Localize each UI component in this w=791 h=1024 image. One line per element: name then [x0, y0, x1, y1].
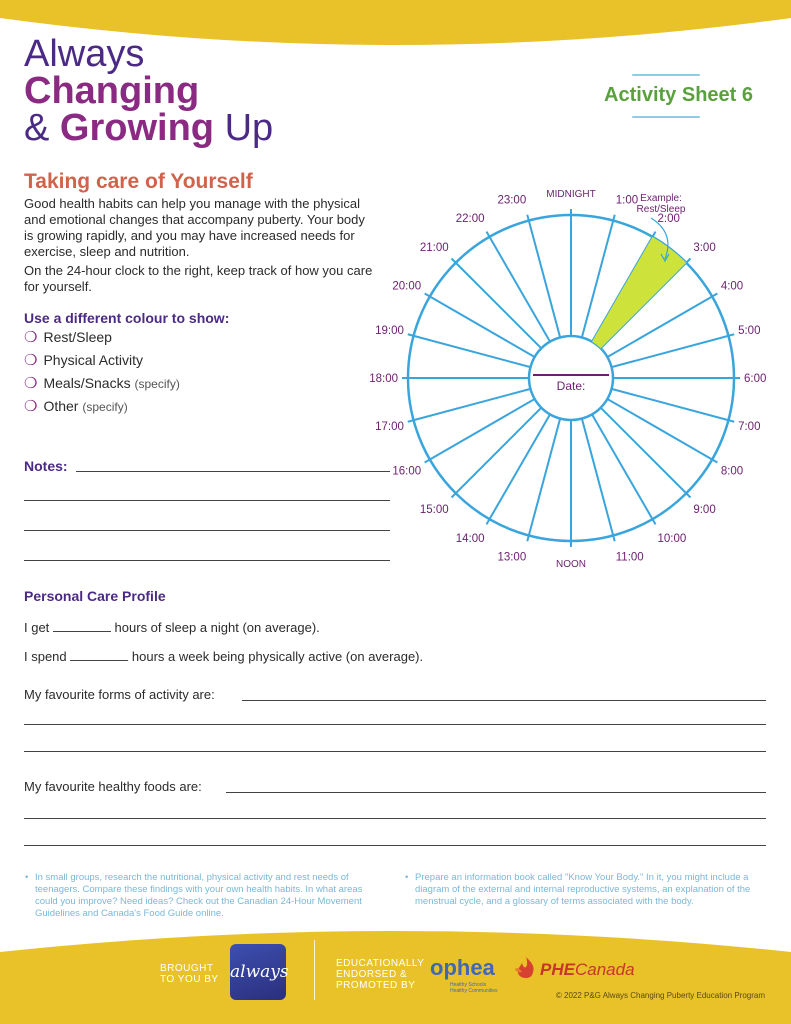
brand-up: Up: [224, 107, 274, 149]
sleep-hours-input[interactable]: [53, 619, 111, 632]
sleep-prefix: I get: [24, 620, 50, 635]
clock-spoke: [612, 389, 735, 422]
endorsed-line-2: ENDORSED &: [336, 969, 408, 980]
option-meals-snacks[interactable]: [24, 372, 180, 395]
activity-sheet-label: Activity Sheet 6: [604, 84, 753, 106]
notes-line-3[interactable]: [24, 530, 390, 531]
clock-spoke: [582, 419, 615, 542]
brought-to-you-by: [160, 963, 219, 985]
ophea-tagline: [450, 982, 498, 994]
radio-circle-icon: ❍: [24, 398, 38, 415]
clock-hour-label: 7:00: [738, 420, 761, 433]
intro-paragraph-2: On the 24-hour clock to the right, keep track of how you care for yourself.: [24, 263, 373, 294]
clock-hour-label: 13:00: [497, 551, 527, 564]
active-hours-input[interactable]: [70, 648, 128, 661]
phe-canada: Canada: [574, 960, 635, 979]
sleep-hours-row: [24, 619, 320, 635]
profile-heading: Personal Care Profile: [24, 588, 166, 604]
option-label: Rest/Sleep: [43, 329, 112, 345]
clock-inner-ring: [529, 336, 613, 420]
notes-line-2[interactable]: [24, 500, 390, 501]
example-sublabel: Rest/Sleep: [636, 204, 686, 215]
activity-line-3[interactable]: [24, 751, 766, 752]
clock-hour-label: 20:00: [392, 280, 422, 293]
example-label: Example:: [640, 193, 682, 204]
tip-right-text: Prepare an information book called "Know Your Body." In it, you might include a diagram of the external and internal reproductive systems, an explanation of the menstrual cycle, and a glossary of terms associated with the body.: [415, 872, 751, 907]
clock-hour-label: 17:00: [375, 420, 404, 433]
clock-hour-label: 8:00: [720, 465, 744, 478]
clock-hour-label: 1:00: [615, 194, 639, 207]
clock-hour-label: 14:00: [455, 533, 485, 546]
brought-line-2: TO YOU BY: [160, 974, 219, 985]
clock-hour-label: 2:00: [657, 212, 680, 225]
program-logo-text: [24, 33, 274, 149]
colour-heading: Use a different colour to show:: [24, 310, 230, 326]
intro-paragraph-1: Good health habits can help you manage with the physical and emotional changes that accompany puberty. Your body is growing rapidly, and you may have increased needs for exercise, sleep and nutrition.: [24, 196, 365, 259]
section-title: Taking care of Yourself: [24, 170, 253, 193]
clock-spokes: [402, 209, 740, 547]
activity-line-2[interactable]: [24, 724, 766, 725]
clock-hour-label: 23:00: [497, 194, 527, 207]
clock-hour-label: MIDNIGHT: [546, 189, 596, 200]
activity-prompt: My favourite forms of activity are:: [24, 687, 215, 702]
radio-circle-icon: ❍: [24, 352, 38, 369]
clock-hour-label: 6:00: [744, 373, 767, 385]
clock-hour-label: NOON: [556, 559, 586, 570]
notes-line-1[interactable]: [76, 471, 390, 472]
clock-hour-label: 10:00: [657, 533, 687, 546]
clock-hour-label: 18:00: [369, 373, 398, 385]
brought-line-1: BROUGHT: [160, 963, 214, 974]
option-other[interactable]: [24, 395, 180, 418]
phe-canada-logo: [540, 960, 635, 980]
activity-bottom-line: [632, 116, 700, 118]
clock-hour-label: 15:00: [419, 503, 449, 516]
active-prefix: I spend: [24, 649, 67, 664]
foods-prompt: My favourite healthy foods are:: [24, 779, 202, 794]
option-label: Meals/Snacks: [43, 375, 131, 391]
tip-right: [405, 872, 765, 908]
clock-spoke: [527, 419, 560, 542]
ophea-logo: ophea: [430, 955, 495, 980]
always-logo: always: [230, 944, 286, 1000]
notes-line-4[interactable]: [24, 560, 390, 561]
brand-changing: Changing: [24, 70, 200, 112]
active-hours-row: [24, 648, 423, 664]
foods-line-1[interactable]: [226, 792, 766, 793]
option-physical-activity[interactable]: [24, 349, 180, 372]
active-suffix: hours a week being physically active (on average).: [131, 649, 424, 664]
brand-growing: Growing: [59, 107, 215, 149]
tip-left-text: In small groups, research the nutritional, physical activity and rest needs of teenagers. Compare these findings with your own health habits. In what areas could you improve? Need ideas? Check out the Canadian 24-Hour Movement Guidelines and Canada's Food Guide online.: [35, 872, 363, 919]
foods-line-2[interactable]: [24, 818, 766, 819]
clock-hour-label: 5:00: [738, 325, 761, 338]
radio-circle-icon: ❍: [24, 329, 38, 346]
phe-bold: PHE: [540, 960, 575, 979]
option-specify: (specify): [134, 377, 180, 391]
activity-line-1[interactable]: [242, 700, 766, 701]
brand-amp: &: [24, 107, 50, 149]
clock-hour-label: 16:00: [392, 465, 422, 478]
option-specify: (specify): [82, 400, 128, 414]
copyright: © 2022 P&G Always Changing Puberty Education Program: [555, 991, 765, 1000]
example-segment: [592, 237, 686, 348]
clock-spoke: [408, 389, 531, 422]
bullet-icon: •: [25, 872, 29, 883]
date-label: Date:: [556, 379, 586, 393]
notes-label: Notes:: [24, 458, 68, 474]
endorsed-by: [336, 958, 424, 991]
option-label: Physical Activity: [43, 352, 144, 368]
clock-spoke: [612, 334, 735, 367]
footer-divider: [314, 940, 315, 1000]
colour-options: [24, 326, 180, 418]
option-label: Other: [43, 398, 79, 414]
sleep-suffix: hours of sleep a night (on average).: [114, 620, 320, 635]
clock-hour-label: 11:00: [615, 551, 644, 564]
intro-text: [24, 196, 374, 298]
clock-spoke: [408, 334, 531, 367]
endorsed-line-3: PROMOTED BY: [336, 980, 416, 991]
foods-line-3[interactable]: [24, 845, 766, 846]
clock-24-hour[interactable]: [369, 185, 767, 570]
brand-growing-up: [24, 107, 274, 149]
phe-flame-icon: [512, 955, 540, 981]
endorsed-line-1: EDUCATIONALLY: [336, 958, 425, 969]
activity-top-line: [632, 74, 700, 76]
brand-always: Always: [24, 33, 145, 75]
clock-hour-label: 4:00: [720, 280, 744, 293]
clock-hour-label: 19:00: [375, 325, 404, 338]
clock-spoke: [527, 215, 560, 338]
ophea-tagline-1: Healthy Schools: [450, 982, 487, 988]
option-rest-sleep[interactable]: [24, 326, 180, 349]
ophea-tagline-2: Healthy Communities: [450, 988, 498, 994]
clock-hour-label: 3:00: [693, 242, 716, 255]
radio-circle-icon: ❍: [24, 375, 38, 392]
bullet-icon: •: [405, 872, 409, 883]
clock-hour-label: 21:00: [419, 242, 449, 255]
tip-left: [25, 872, 385, 920]
clock-hour-label: 22:00: [455, 212, 485, 225]
clock-hour-label: 9:00: [693, 503, 716, 516]
